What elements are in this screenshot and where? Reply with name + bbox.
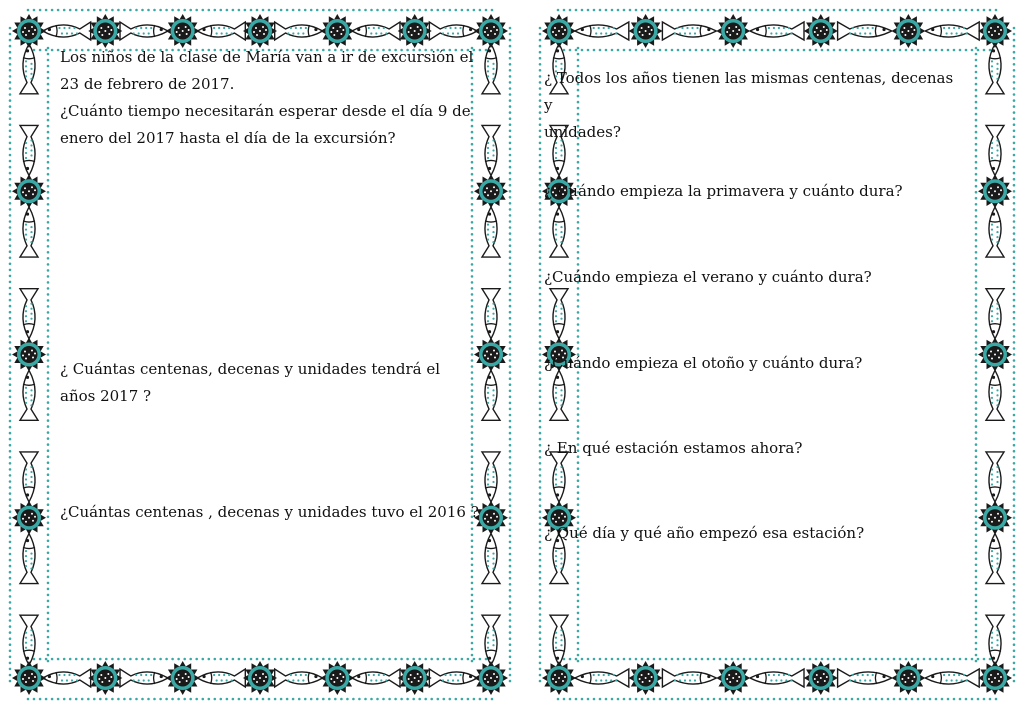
sun-icon <box>978 661 1012 695</box>
fish-icon <box>352 669 400 687</box>
sun-icon <box>978 338 1012 372</box>
fish-icon <box>750 669 804 687</box>
fish-icon <box>197 669 245 687</box>
fish-icon <box>482 370 500 420</box>
fish-icon <box>986 615 1004 665</box>
sun-icon <box>474 501 508 535</box>
question-summer <box>544 264 872 291</box>
question-spring-text: ¿ Cuándo empieza la primavera y cuánto dura? <box>544 182 903 200</box>
fish-icon <box>482 207 500 257</box>
fish-icon <box>986 534 1004 584</box>
sun-icon <box>88 661 122 695</box>
question-same-digits <box>544 65 964 146</box>
fish-icon <box>275 669 323 687</box>
sun-icon <box>398 661 432 695</box>
fish-icon <box>550 207 568 257</box>
sun-icon <box>320 14 354 48</box>
fish-icon <box>925 22 979 40</box>
worksheet-right-page <box>530 0 1024 709</box>
sun-icon <box>243 661 277 695</box>
sun-icon <box>891 661 925 695</box>
sun-icon <box>629 661 663 695</box>
fish-icon <box>20 452 38 502</box>
question-2017 <box>60 356 440 410</box>
fish-icon <box>986 125 1004 175</box>
question-same-digits-line-2: unidades? <box>544 123 621 141</box>
sun-icon <box>629 14 663 48</box>
sun-icon <box>243 14 277 48</box>
fish-icon <box>986 44 1004 94</box>
fish-icon <box>275 22 323 40</box>
fish-icon <box>986 289 1004 339</box>
fish-icon <box>575 669 629 687</box>
sun-icon <box>12 14 46 48</box>
fish-icon <box>20 289 38 339</box>
question-season-start-text: ¿ Qué día y qué año empezó esa estación? <box>544 524 865 542</box>
fish-icon <box>120 22 168 40</box>
sun-icon <box>542 661 576 695</box>
fish-icon <box>986 370 1004 420</box>
sun-icon <box>978 501 1012 535</box>
sun-icon <box>474 338 508 372</box>
fish-icon <box>838 669 892 687</box>
fish-icon <box>750 22 804 40</box>
question-2017-line-2: años 2017 ? <box>60 387 152 405</box>
problem-line-1: Los niños de la clase de María van a ir de excursión el <box>60 48 474 66</box>
question-current-season <box>544 435 802 462</box>
fish-icon <box>482 289 500 339</box>
question-autumn <box>544 350 862 377</box>
sun-icon <box>716 661 750 695</box>
fish-icon <box>20 207 38 257</box>
sun-icon <box>12 661 46 695</box>
fish-icon <box>575 22 629 40</box>
fish-icon <box>986 452 1004 502</box>
sun-icon <box>398 14 432 48</box>
fish-icon <box>550 370 568 420</box>
fish-icon <box>429 669 477 687</box>
excursion-problem <box>60 44 473 152</box>
fish-icon <box>550 615 568 665</box>
fish-icon <box>43 22 91 40</box>
sun-icon <box>804 661 838 695</box>
fish-icon <box>662 669 716 687</box>
fish-icon <box>550 289 568 339</box>
question-same-digits-line-1: ¿ Todos los años tienen las mismas centenas, decenas y <box>544 69 954 114</box>
fish-icon <box>20 370 38 420</box>
fish-icon <box>429 22 477 40</box>
sun-icon <box>12 338 46 372</box>
question-current-season-text: ¿ En qué estación estamos ahora? <box>544 439 803 457</box>
sun-icon <box>12 501 46 535</box>
sun-icon <box>166 14 200 48</box>
fish-icon <box>43 669 91 687</box>
sun-icon <box>166 661 200 695</box>
sun-icon <box>88 14 122 48</box>
fish-icon <box>197 22 245 40</box>
question-summer-text: ¿Cuándo empieza el verano y cuánto dura? <box>544 268 872 286</box>
fish-icon <box>482 615 500 665</box>
fish-icon <box>482 125 500 175</box>
question-2017-line-1: ¿ Cuántas centenas, decenas y unidades tendrá el <box>60 360 441 378</box>
fish-icon <box>482 534 500 584</box>
problem-line-2: 23 de febrero de 2017. <box>60 75 235 93</box>
fish-icon <box>662 22 716 40</box>
question-2016 <box>60 499 479 526</box>
fish-icon <box>482 452 500 502</box>
fish-icon <box>20 615 38 665</box>
sun-icon <box>474 661 508 695</box>
sun-icon <box>804 14 838 48</box>
fish-icon <box>986 207 1004 257</box>
problem-line-3: ¿Cuánto tiempo necesitarán esperar desde el día 9 de <box>60 102 471 120</box>
fish-icon <box>838 22 892 40</box>
problem-line-4: enero del 2017 hasta el día de la excursión? <box>60 129 396 147</box>
sun-icon <box>716 14 750 48</box>
question-autumn-text: ¿Cuándo empieza el otoño y cuánto dura? <box>544 354 863 372</box>
sun-icon <box>12 174 46 208</box>
sun-icon <box>474 174 508 208</box>
fish-icon <box>482 44 500 94</box>
sun-icon <box>978 174 1012 208</box>
question-season-start <box>544 520 864 547</box>
fish-icon <box>352 22 400 40</box>
fish-icon <box>20 534 38 584</box>
question-2016-text: ¿Cuántas centenas , decenas y unidades tuvo el 2016 ? <box>60 503 479 521</box>
sun-icon <box>474 14 508 48</box>
sun-icon <box>978 14 1012 48</box>
sun-icon <box>891 14 925 48</box>
fish-icon <box>120 669 168 687</box>
sun-icon <box>542 14 576 48</box>
question-spring <box>544 178 903 205</box>
fish-icon <box>925 669 979 687</box>
fish-icon <box>20 125 38 175</box>
sun-icon <box>320 661 354 695</box>
fish-icon <box>20 44 38 94</box>
